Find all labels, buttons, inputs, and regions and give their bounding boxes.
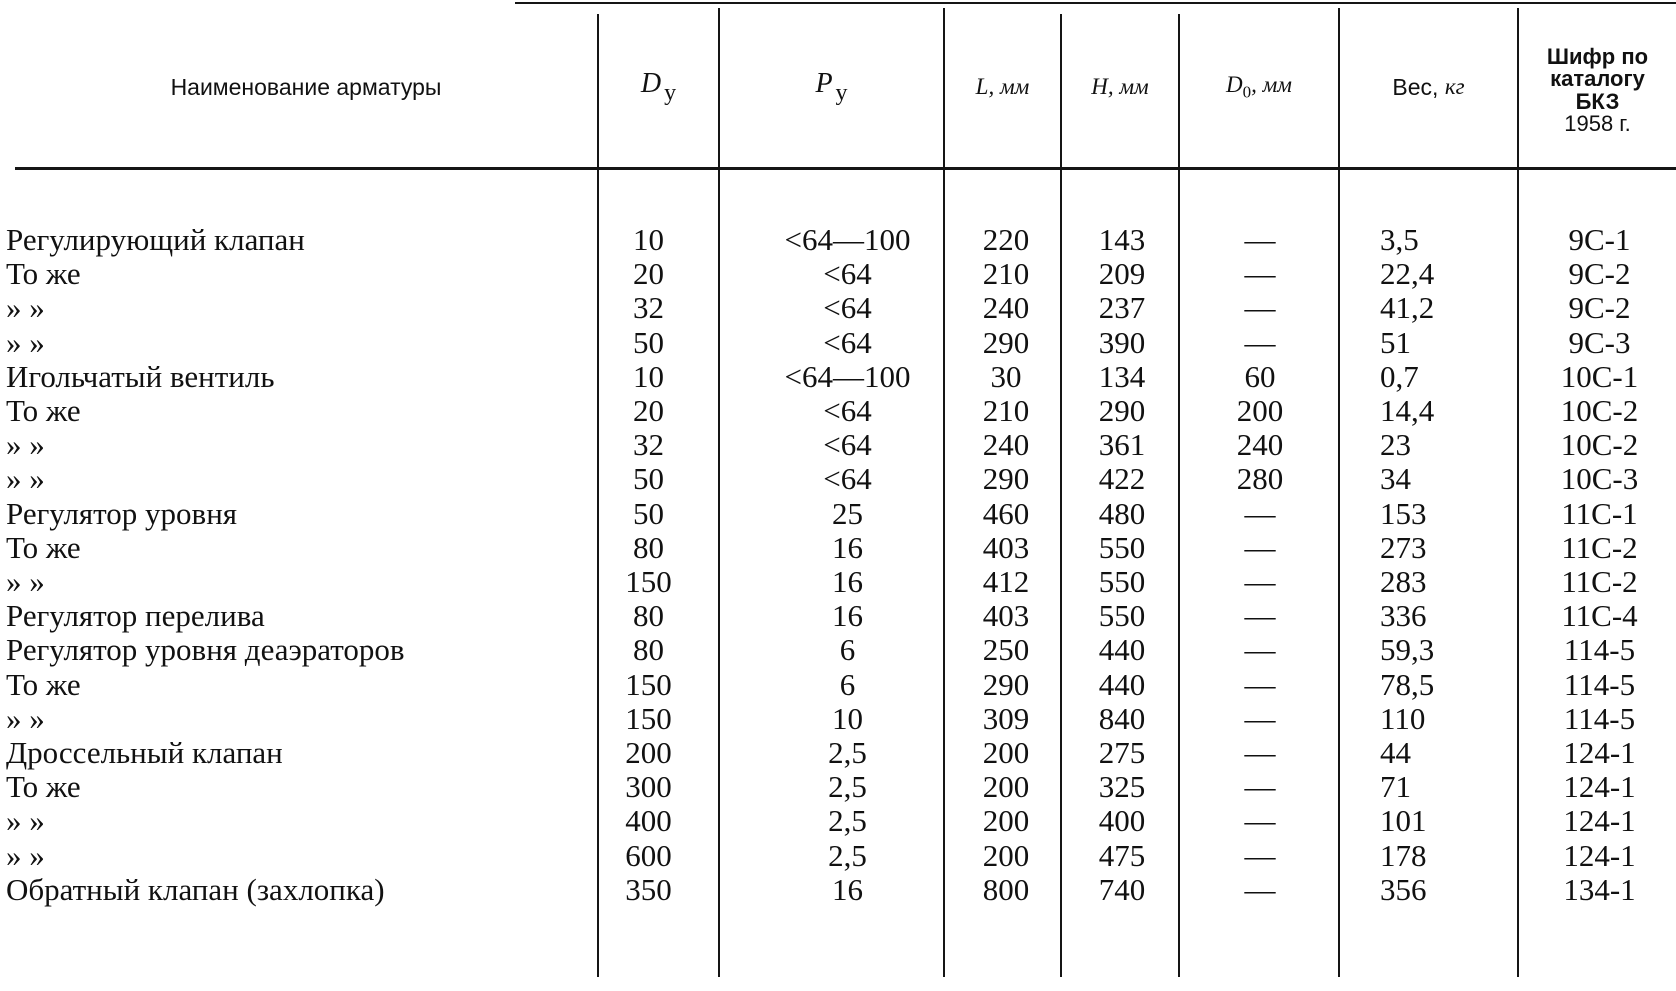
cell-name: Обратный клапан (захлопка): [6, 872, 385, 907]
cell-nominal-diameter: 300: [625, 769, 672, 804]
header-weight: [1340, 10, 1517, 165]
header-bottom-rule: [15, 167, 1676, 170]
cell-nominal-diameter: 350: [625, 872, 672, 907]
cell-weight: 23: [1380, 427, 1411, 462]
cell-nominal-diameter: 150: [625, 667, 672, 702]
cell-length: 240: [982, 290, 1030, 325]
cell-nominal-pressure: 16: [832, 872, 863, 907]
cell-nominal-pressure: 2,5: [828, 769, 867, 804]
cell-name: » »: [6, 427, 45, 462]
cell-weight: 71: [1380, 769, 1411, 804]
cell-flywheel-diameter: —: [1244, 598, 1276, 633]
catalog-line-4: 1958 г.: [1564, 110, 1631, 136]
cell-name: Регулятор перелива: [6, 598, 265, 633]
table-row: [0, 701, 1676, 736]
cell-nominal-pressure: 16: [832, 530, 863, 565]
cell-nominal-diameter: 150: [625, 564, 672, 599]
cell-flywheel-diameter: —: [1244, 735, 1276, 770]
cell-nominal-diameter: 80: [633, 598, 664, 633]
weight-unit: кг: [1444, 74, 1465, 100]
table-row: [0, 530, 1676, 565]
cell-nominal-pressure: <64: [823, 256, 872, 291]
cell-height: 840: [1098, 701, 1146, 736]
table-row: [0, 598, 1676, 633]
table-row: [0, 290, 1676, 325]
cell-nominal-diameter: 50: [633, 325, 664, 360]
cell-nominal-pressure: 2,5: [828, 735, 867, 770]
cell-flywheel-diameter: —: [1244, 256, 1276, 291]
cell-length: 240: [982, 427, 1030, 462]
cell-catalog-code: 11С-4: [1561, 598, 1638, 633]
cell-nominal-pressure: 2,5: [828, 803, 867, 838]
cell-nominal-pressure: 10: [832, 701, 863, 736]
cell-nominal-pressure: 16: [832, 564, 863, 599]
cell-length: 220: [982, 222, 1030, 257]
cell-weight: 0,7: [1380, 359, 1419, 394]
cell-nominal-diameter: 50: [633, 496, 664, 531]
cell-name: » »: [6, 564, 45, 599]
cell-flywheel-diameter: —: [1244, 838, 1276, 873]
cell-height: 440: [1098, 632, 1146, 667]
cell-nominal-pressure: <64: [823, 461, 872, 496]
cell-nominal-pressure: 2,5: [828, 838, 867, 873]
cell-height: 550: [1098, 530, 1146, 565]
cell-length: 403: [982, 598, 1030, 633]
cell-weight: 110: [1380, 701, 1426, 736]
cell-height: 209: [1098, 256, 1146, 291]
cell-name: То же: [6, 769, 81, 804]
cell-weight: 59,3: [1380, 632, 1435, 667]
cell-weight: 153: [1380, 496, 1427, 531]
table-row: [0, 769, 1676, 804]
cell-catalog-code: 9С-2: [1568, 290, 1631, 325]
cell-flywheel-diameter: —: [1244, 222, 1276, 257]
cell-nominal-pressure: <64: [823, 393, 872, 428]
cell-weight: 101: [1380, 803, 1427, 838]
header-catalog-code: [1519, 28, 1676, 153]
cell-nominal-diameter: 80: [633, 632, 664, 667]
cell-catalog-code: 9С-3: [1568, 325, 1631, 360]
cell-nominal-pressure: 25: [832, 496, 863, 531]
cell-height: 550: [1098, 564, 1146, 599]
cell-nominal-diameter: 10: [633, 359, 664, 394]
table-top-rule: [515, 2, 1676, 4]
cell-height: 143: [1098, 222, 1146, 257]
cell-length: 200: [982, 769, 1030, 804]
cell-flywheel-diameter: —: [1244, 496, 1276, 531]
cell-flywheel-diameter: —: [1244, 290, 1276, 325]
cell-nominal-diameter: 600: [625, 838, 672, 873]
cell-catalog-code: 134-1: [1563, 872, 1636, 907]
table-row: [0, 256, 1676, 291]
cell-length: 210: [982, 393, 1030, 428]
cell-flywheel-diameter: 280: [1236, 461, 1284, 496]
cell-weight: 34: [1380, 461, 1411, 496]
cell-catalog-code: 10С-3: [1560, 461, 1639, 496]
cell-weight: 178: [1380, 838, 1427, 873]
cell-catalog-code: 114-5: [1563, 632, 1636, 667]
cell-catalog-code: 114-5: [1563, 667, 1636, 702]
d0-subscript: 0: [1242, 82, 1252, 102]
cell-length: 403: [982, 530, 1030, 565]
cell-name: Регулирующий клапан: [6, 222, 305, 257]
catalog-line-3: БКЗ: [1575, 88, 1620, 114]
table-row: [0, 359, 1676, 394]
cell-height: 237: [1098, 290, 1146, 325]
cell-nominal-diameter: 32: [633, 427, 664, 462]
cell-flywheel-diameter: —: [1244, 872, 1276, 907]
cell-nominal-diameter: 400: [625, 803, 672, 838]
cell-catalog-code: 10С-2: [1560, 427, 1639, 462]
cell-catalog-code: 114-5: [1563, 701, 1636, 736]
dn-subscript: у: [664, 79, 677, 106]
cell-flywheel-diameter: —: [1244, 701, 1276, 736]
cell-nominal-diameter: 80: [633, 530, 664, 565]
d0-unit: , мм: [1251, 72, 1292, 98]
cell-height: 361: [1098, 427, 1146, 462]
cell-name: » »: [6, 701, 45, 736]
header-length: L, мм: [975, 74, 1030, 100]
cell-nominal-pressure: <64—100: [784, 222, 911, 257]
table-row: [0, 496, 1676, 531]
table-row: [0, 803, 1676, 838]
table-row: [0, 325, 1676, 360]
cell-height: 290: [1098, 393, 1146, 428]
cell-weight: 283: [1380, 564, 1427, 599]
header-height: H, мм: [1091, 74, 1149, 100]
cell-height: 740: [1098, 872, 1146, 907]
cell-height: 475: [1098, 838, 1146, 873]
cell-length: 309: [982, 701, 1030, 736]
cell-name: » »: [6, 461, 45, 496]
cell-name: Регулятор уровня: [6, 496, 238, 531]
header-nominal-pressure: [720, 10, 943, 165]
cell-weight: 3,5: [1380, 222, 1419, 257]
cell-catalog-code: 11С-1: [1561, 496, 1638, 531]
cell-flywheel-diameter: —: [1244, 325, 1276, 360]
cell-name: То же: [6, 393, 81, 428]
header-name: Наименование арматуры: [170, 74, 442, 101]
cell-height: 275: [1098, 735, 1146, 770]
cell-length: 200: [982, 735, 1030, 770]
cell-nominal-pressure: <64: [823, 290, 872, 325]
cell-weight: 78,5: [1380, 667, 1435, 702]
cell-weight: 41,2: [1380, 290, 1435, 325]
cell-catalog-code: 124-1: [1563, 735, 1636, 770]
cell-catalog-code: 9С-1: [1568, 222, 1631, 257]
cell-name: То же: [6, 530, 81, 565]
cell-nominal-diameter: 32: [633, 290, 664, 325]
cell-flywheel-diameter: —: [1244, 667, 1276, 702]
cell-name: То же: [6, 667, 81, 702]
cell-flywheel-diameter: 200: [1236, 393, 1284, 428]
cell-height: 390: [1098, 325, 1146, 360]
cell-nominal-pressure: <64—100: [784, 359, 911, 394]
cell-name: » »: [6, 803, 45, 838]
cell-height: 550: [1098, 598, 1146, 633]
cell-weight: 22,4: [1380, 256, 1435, 291]
dn-symbol: D: [640, 67, 662, 99]
cell-length: 290: [982, 667, 1030, 702]
header-flywheel-diameter: [1180, 10, 1338, 165]
cell-height: 422: [1098, 461, 1146, 496]
table-row: [0, 222, 1676, 257]
d0-symbol: D: [1226, 72, 1243, 98]
table-row: [0, 667, 1676, 702]
cell-catalog-code: 124-1: [1563, 769, 1636, 804]
cell-nominal-pressure: <64: [823, 427, 872, 462]
cell-name: То же: [6, 256, 81, 291]
cell-flywheel-diameter: 240: [1236, 427, 1284, 462]
cell-flywheel-diameter: —: [1244, 564, 1276, 599]
cell-name: » »: [6, 325, 45, 360]
cell-length: 200: [982, 838, 1030, 873]
cell-height: 480: [1098, 496, 1146, 531]
cell-name: Игольчатый вентиль: [6, 359, 275, 394]
header-nominal-diameter: [599, 10, 718, 165]
cell-flywheel-diameter: —: [1244, 530, 1276, 565]
cell-weight: 336: [1380, 598, 1427, 633]
cell-weight: 356: [1380, 872, 1427, 907]
cell-length: 412: [982, 564, 1030, 599]
pn-symbol: P: [815, 67, 833, 99]
cell-flywheel-diameter: 60: [1244, 359, 1276, 394]
cell-flywheel-diameter: —: [1244, 769, 1276, 804]
table-row: [0, 427, 1676, 462]
cell-nominal-pressure: 6: [839, 667, 856, 702]
cell-nominal-pressure: 16: [832, 598, 863, 633]
cell-height: 400: [1098, 803, 1146, 838]
cell-nominal-pressure: <64: [823, 325, 872, 360]
cell-length: 460: [982, 496, 1030, 531]
cell-nominal-diameter: 20: [633, 393, 664, 428]
cell-catalog-code: 11С-2: [1561, 564, 1638, 599]
cell-name: Дроссельный клапан: [6, 735, 283, 770]
table-row: [0, 735, 1676, 770]
cell-height: 325: [1098, 769, 1146, 804]
table-row: [0, 838, 1676, 873]
table-row: [0, 632, 1676, 667]
cell-weight: 44: [1380, 735, 1411, 770]
table-row: [0, 872, 1676, 907]
cell-nominal-diameter: 200: [625, 735, 672, 770]
cell-catalog-code: 11С-2: [1561, 530, 1638, 565]
cell-length: 30: [990, 359, 1022, 394]
pn-subscript: у: [835, 79, 848, 106]
cell-length: 290: [982, 325, 1030, 360]
cell-length: 800: [982, 872, 1030, 907]
cell-length: 200: [982, 803, 1030, 838]
cell-catalog-code: 10С-2: [1560, 393, 1639, 428]
cell-flywheel-diameter: —: [1244, 803, 1276, 838]
cell-catalog-code: 10С-1: [1560, 359, 1639, 394]
cell-catalog-code: 124-1: [1563, 838, 1636, 873]
cell-weight: 14,4: [1380, 393, 1435, 428]
cell-length: 290: [982, 461, 1030, 496]
cell-weight: 51: [1380, 325, 1411, 360]
cell-catalog-code: 124-1: [1563, 803, 1636, 838]
cell-weight: 273: [1380, 530, 1427, 565]
weight-label: Вес,: [1392, 74, 1439, 101]
cell-nominal-diameter: 10: [633, 222, 664, 257]
catalog-line-2: каталогу: [1550, 66, 1645, 92]
cell-nominal-diameter: 20: [633, 256, 664, 291]
catalog-line-1: Шифр по: [1546, 43, 1649, 69]
cell-nominal-diameter: 50: [633, 461, 664, 496]
cell-name: » »: [6, 838, 45, 873]
cell-name: » »: [6, 290, 45, 325]
cell-catalog-code: 9С-2: [1568, 256, 1631, 291]
cell-height: 440: [1098, 667, 1146, 702]
table-row: [0, 461, 1676, 496]
cell-flywheel-diameter: —: [1244, 632, 1276, 667]
cell-length: 250: [982, 632, 1030, 667]
cell-height: 134: [1098, 359, 1146, 394]
cell-nominal-pressure: 6: [839, 632, 856, 667]
table-row: [0, 564, 1676, 599]
cell-length: 210: [982, 256, 1030, 291]
cell-name: Регулятор уровня деаэраторов: [6, 632, 405, 667]
table-row: [0, 393, 1676, 428]
cell-nominal-diameter: 150: [625, 701, 672, 736]
